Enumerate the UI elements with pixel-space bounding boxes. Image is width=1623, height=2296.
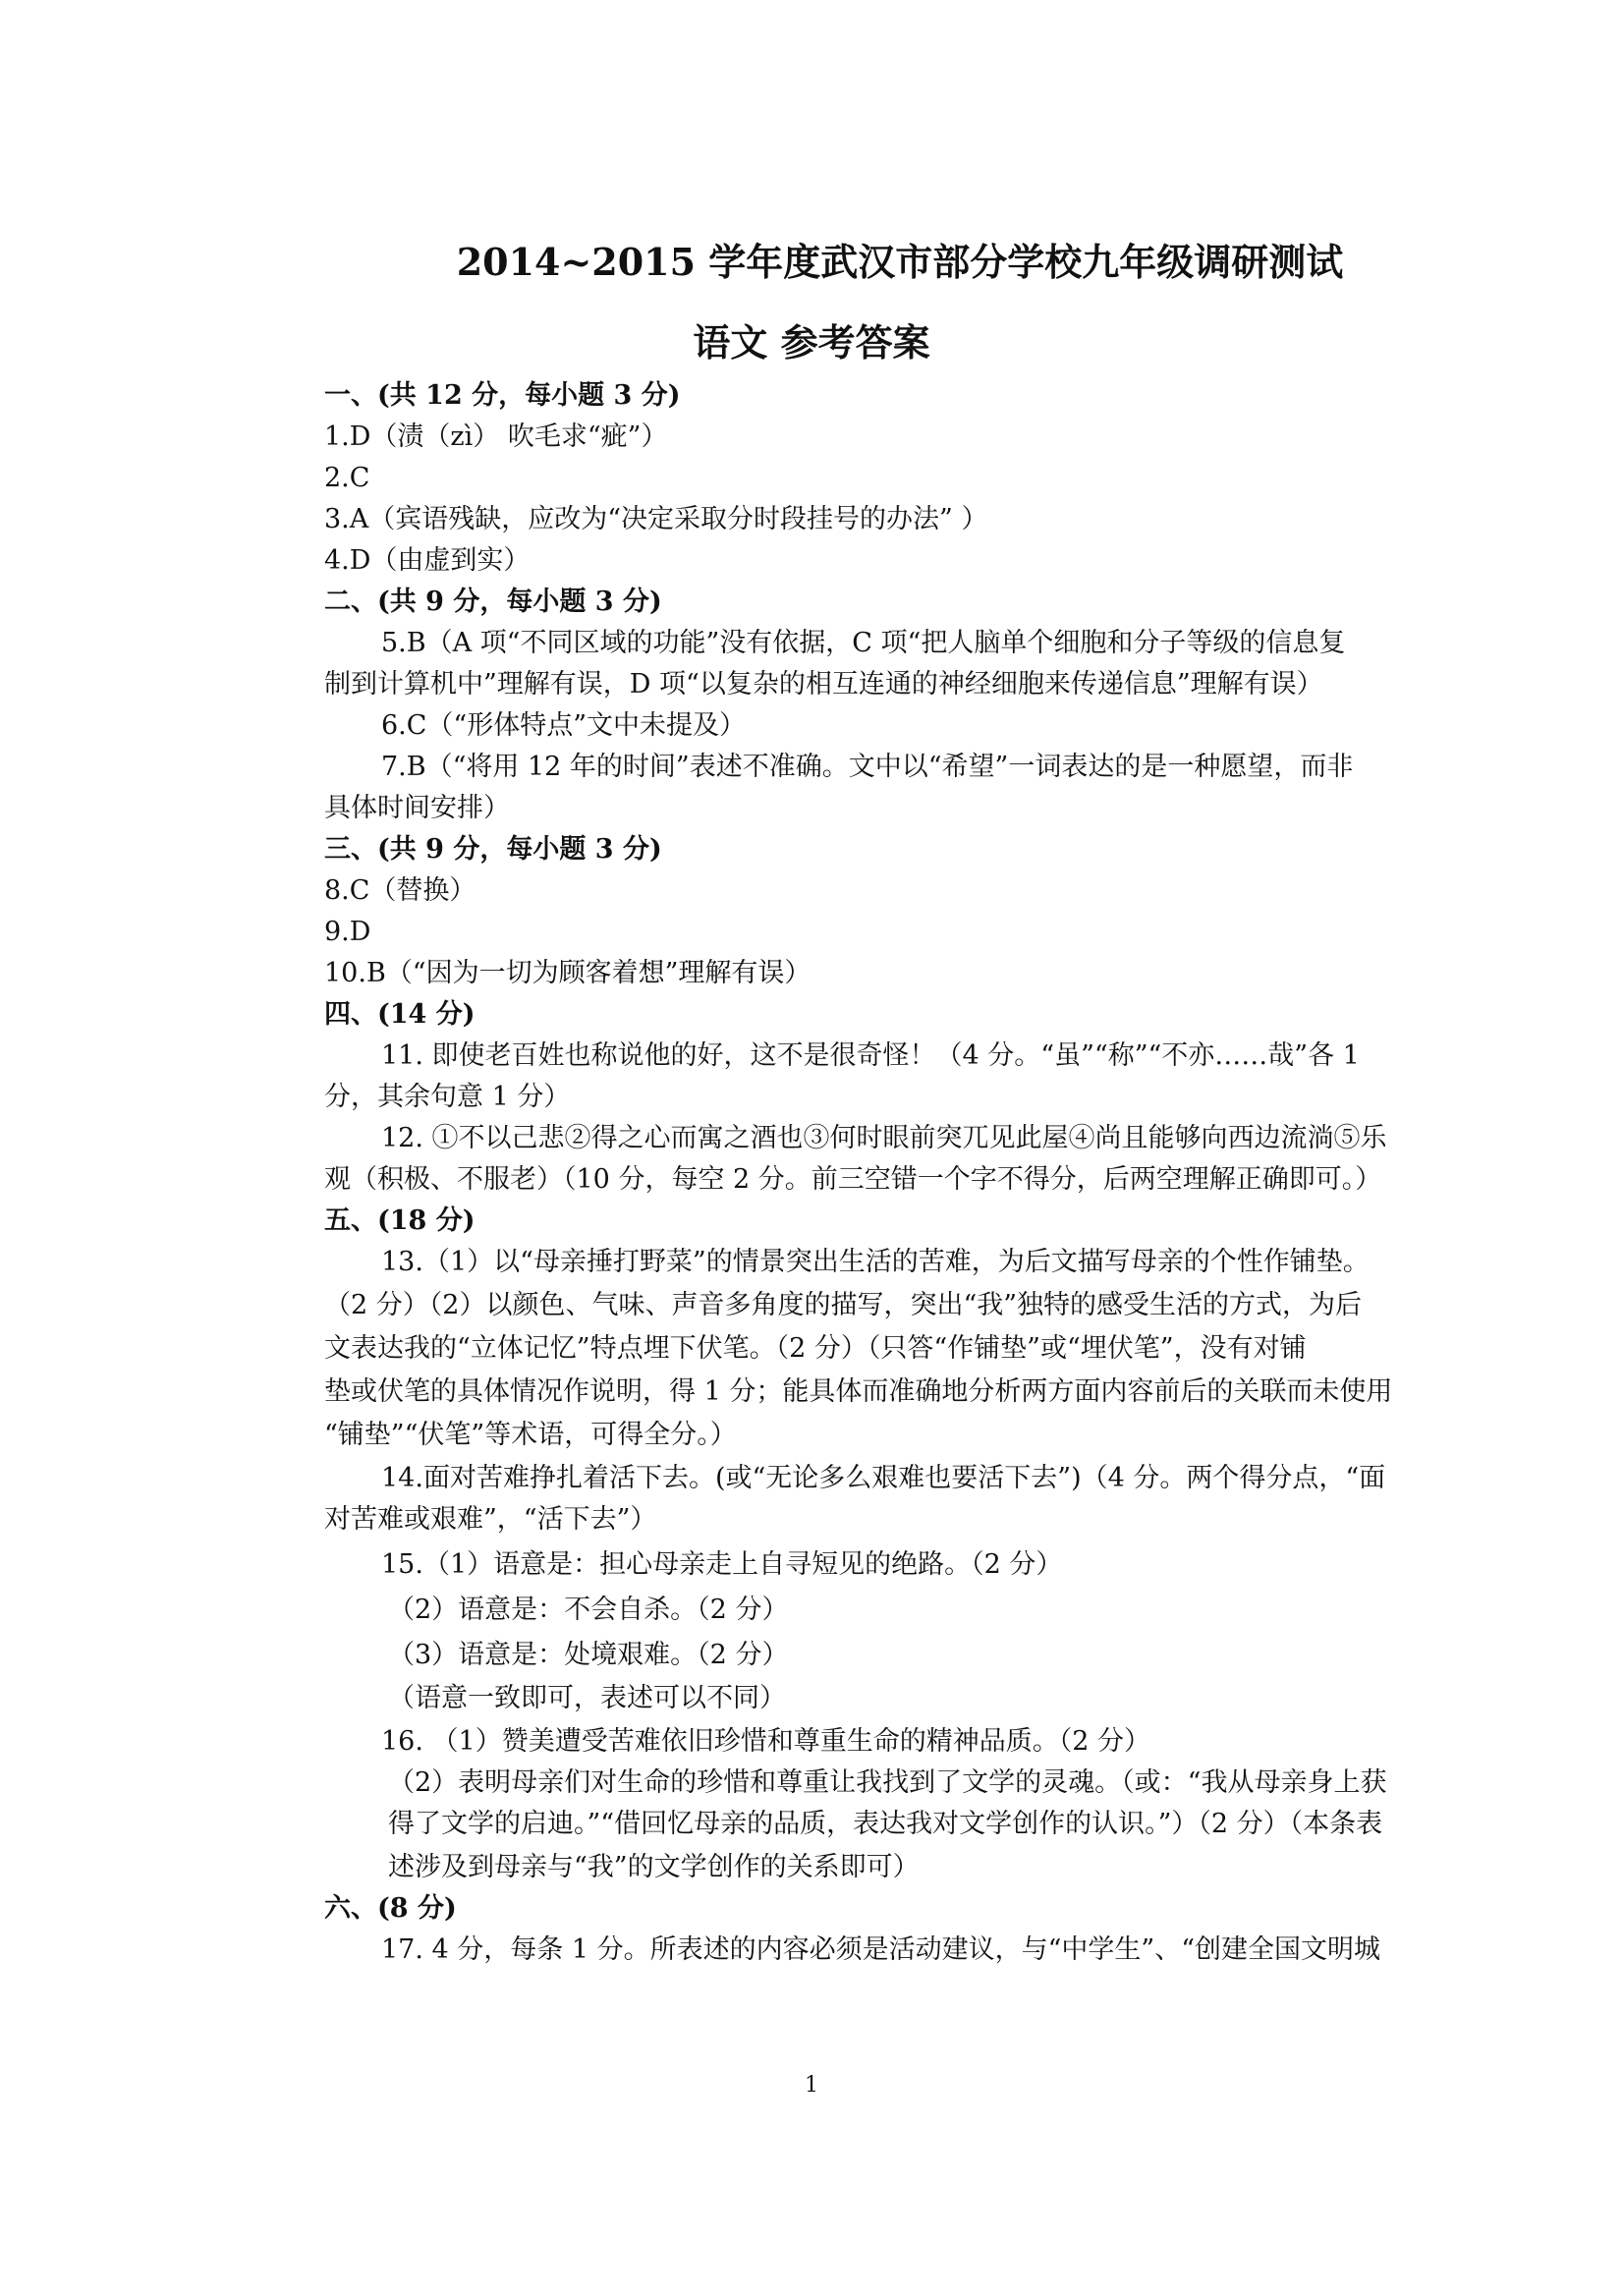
answer-line: 2.C <box>324 463 370 493</box>
answer-line: 制到计算机中”理解有误，D 项“以复杂的相互连通的神经细胞来传递信息”理解有误） <box>324 669 1323 700</box>
answer-line: （2 分）（2）以颜色、气味、声音多角度的描写，突出“我”独特的感受生活的方式，为后 <box>324 1290 1363 1320</box>
answer-line: 垫或伏笔的具体情况作说明，得 1 分；能具体而准确地分析两方面内容前后的关联而未使用 <box>324 1376 1393 1407</box>
answer-line: 文表达我的“立体记忆”特点埋下伏笔。（2 分）（只答“作铺垫”或“埋伏笔”，没有对铺 <box>324 1333 1307 1364</box>
answer-line: （2）语意是：不会自杀。（2 分） <box>388 1595 789 1625</box>
section-heading: 一、(共 12 分，每小题 3 分) <box>324 380 681 411</box>
answer-line: 12. ①不以己悲②得之心而寓之酒也③何时眼前突兀见此屋④尚且能够向西边流淌⑤乐 <box>381 1123 1387 1153</box>
page-number: 1 <box>805 2073 818 2098</box>
section-heading: 四、(14 分) <box>324 999 476 1030</box>
answer-line: 得了文学的启迪。”“借回忆母亲的品质，表达我对文学创作的认识。”）（2 分）（本条表 <box>388 1809 1383 1839</box>
answer-line: 述涉及到母亲与“我”的文学创作的关系即可） <box>388 1852 920 1882</box>
answer-line: 14.面对苦难挣扎着活下去。(或“无论多么艰难也要活下去”)（4 分。两个得分点，“面 <box>381 1463 1386 1493</box>
answer-line: 1.D（渍（zì） 吹毛求“疵”） <box>324 421 668 452</box>
answer-line: 3.A（宾语残缺，应改为“决定采取分时段挂号的办法” ） <box>324 504 988 534</box>
section-heading: 六、(8 分) <box>324 1893 457 1924</box>
answer-line: 15.（1）语意是：担心母亲走上自寻短见的绝路。（2 分） <box>381 1549 1063 1580</box>
section-heading: 五、(18 分) <box>324 1205 476 1236</box>
answer-line: 9.D <box>324 917 371 947</box>
answer-line: 4.D（由虚到实） <box>324 545 531 576</box>
answer-line: 17. 4 分，每条 1 分。所表述的内容必须是活动建议，与“中学生”、“创建全国文明城 <box>381 1934 1381 1965</box>
answer-line: （语意一致即可，表述可以不同） <box>388 1683 786 1713</box>
answer-line: 16. （1）赞美遭受苦难依旧珍惜和尊重生命的精神品质。（2 分） <box>381 1726 1150 1757</box>
answer-line: （3）语意是：处境艰难。（2 分） <box>388 1640 789 1670</box>
answer-line: 13.（1）以“母亲捶打野菜”的情景突出生活的苦难，为后文描写母亲的个性作铺垫。 <box>381 1247 1370 1277</box>
answer-line: 对苦难或艰难”，“活下去”） <box>324 1504 657 1535</box>
answer-line: “铺垫”“伏笔”等术语，可得全分。） <box>324 1420 737 1450</box>
answer-line: （2）表明母亲们对生命的珍惜和尊重让我找到了文学的灵魂。（或：“我从母亲身上获 <box>388 1767 1387 1798</box>
answer-line: 8.C（替换） <box>324 875 476 906</box>
answer-line: 7.B（“将用 12 年的时间”表述不准确。文中以“希望”一词表达的是一种愿望，而非 <box>381 752 1354 782</box>
answer-line: 6.C（“形体特点”文中未提及） <box>381 710 747 741</box>
section-heading: 二、(共 9 分，每小题 3 分) <box>324 587 662 617</box>
section-heading: 三、(共 9 分，每小题 3 分) <box>324 834 662 865</box>
answer-line: 10.B（“因为一切为顾客着想”理解有误） <box>324 958 812 988</box>
answer-line: 11. 即使老百姓也称说他的好，这不是很奇怪！（4 分。“虽”“称”“不亦……哉”各 1 <box>381 1040 1360 1071</box>
answer-line: 分，其余句意 1 分） <box>324 1082 571 1112</box>
document-subtitle: 语文 参考答案 <box>693 320 930 364</box>
answer-line: 观（积极、不服老）（10 分，每空 2 分。前三空错一个字不得分，后两空理解正确即可。） <box>324 1164 1382 1195</box>
answer-line: 5.B（A 项“不同区域的功能”没有依据，C 项“把人脑单个细胞和分子等级的信息复 <box>381 628 1346 658</box>
document-title: 2014~2015 学年度武汉市部分学校九年级调研测试 <box>456 240 1344 284</box>
answer-line: 具体时间安排） <box>324 793 510 823</box>
